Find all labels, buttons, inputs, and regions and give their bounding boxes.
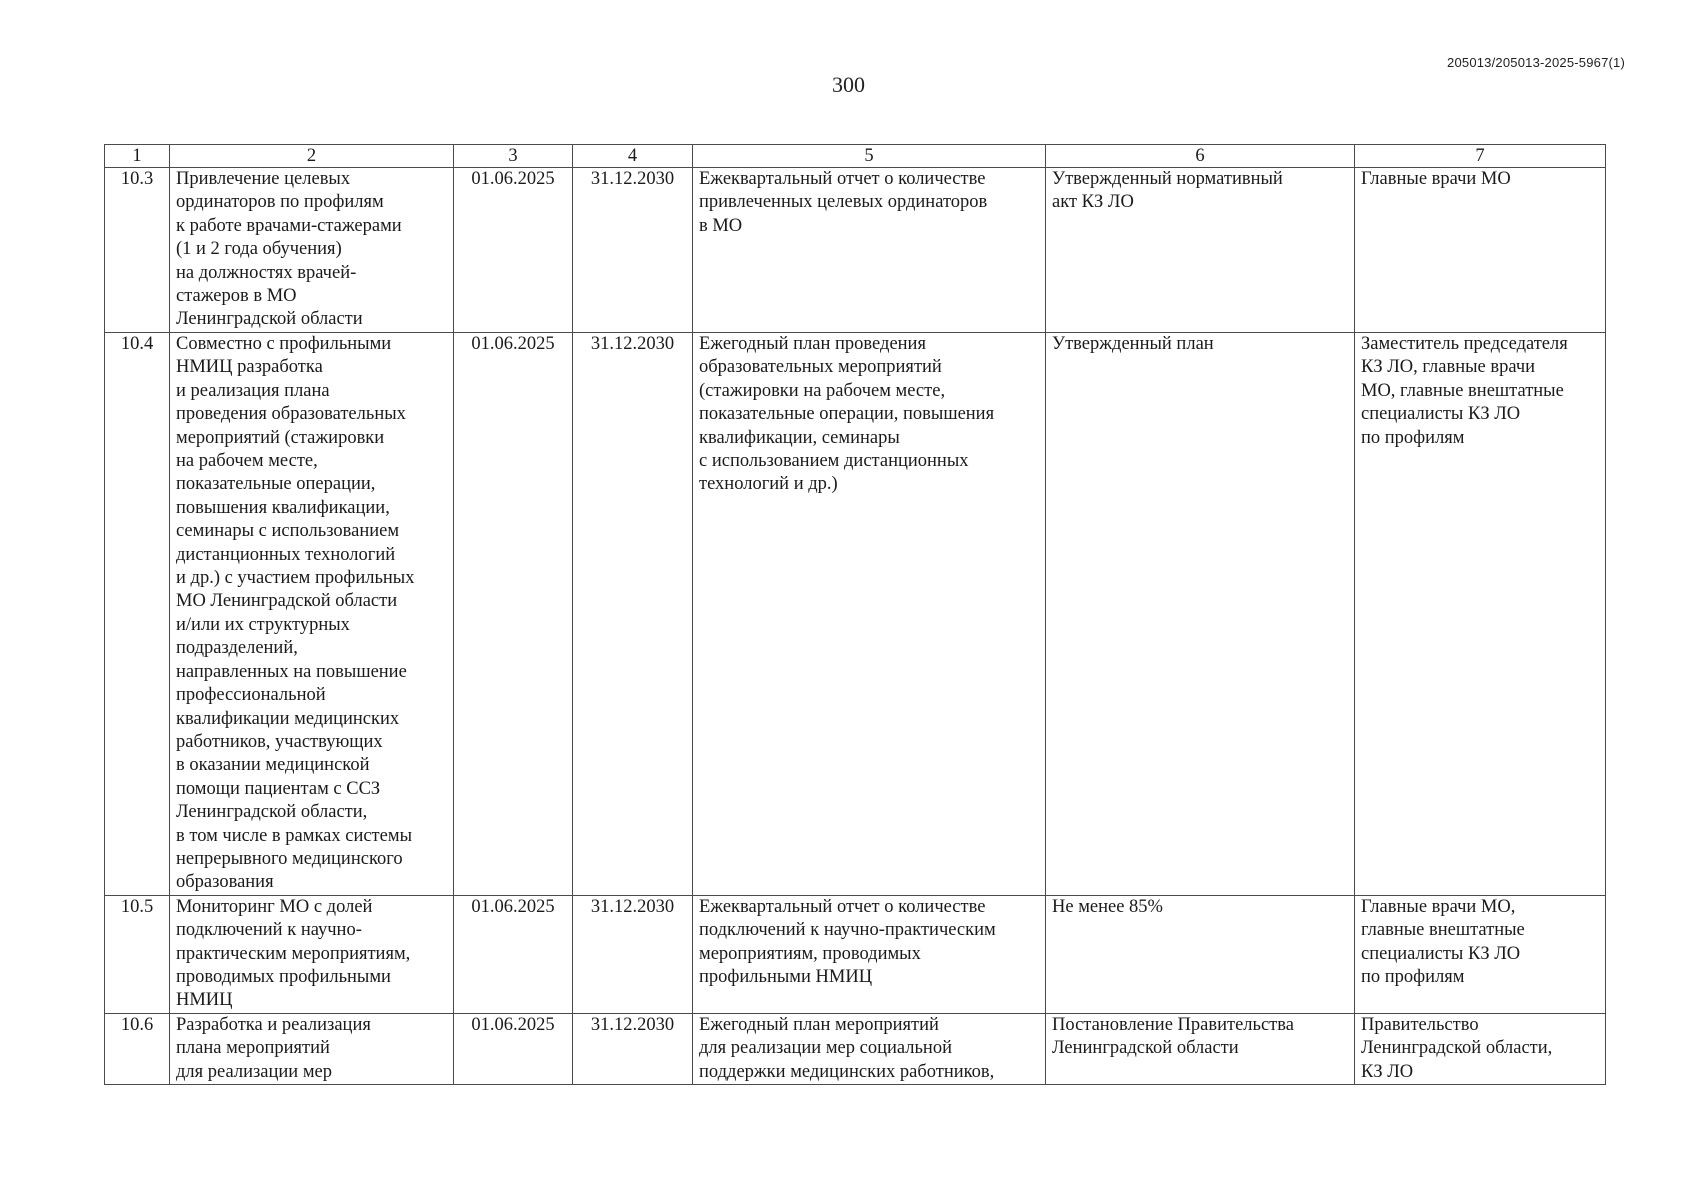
column-header: 1 [105,145,170,168]
start-date-cell: 01.06.2025 [454,1013,573,1084]
row-number: 10.3 [105,168,170,333]
column-header: 2 [170,145,454,168]
responsible-cell: Правительство Ленинградской области, КЗ ЛО [1355,1013,1606,1084]
start-date-cell: 01.06.2025 [454,168,573,333]
row-number: 10.5 [105,895,170,1013]
table-row [105,1013,1606,1084]
responsible-cell: Главные врачи МО [1355,168,1606,333]
result-cell: Ежегодный план проведения образовательных мероприятий (стажировки на рабочем месте, показательные операции, повышения квалификации, семинары с использованием дистанционных технологий и др.) [693,333,1046,896]
column-header: 5 [693,145,1046,168]
column-header: 4 [573,145,693,168]
activity-cell: Привлечение целевых ординаторов по профилям к работе врачами-стажерами (1 и 2 года обучения) на должностях врачей- стажеров в МО Ленинградской области [170,168,454,333]
table-row [105,333,1606,896]
responsible-cell: Заместитель председателя КЗ ЛО, главные врачи МО, главные внештатные специалисты КЗ ЛО по профилям [1355,333,1606,896]
end-date-cell: 31.12.2030 [573,333,693,896]
end-date-cell: 31.12.2030 [573,1013,693,1084]
start-date-cell: 01.06.2025 [454,333,573,896]
column-header: 3 [454,145,573,168]
indicator-cell: Постановление Правительства Ленинградской области [1046,1013,1355,1084]
indicator-cell: Утвержденный план [1046,333,1355,896]
indicator-cell: Утвержденный нормативный акт КЗ ЛО [1046,168,1355,333]
row-number: 10.6 [105,1013,170,1084]
plan-table [104,144,1606,1085]
table-header-row [105,145,1606,168]
activity-cell: Мониторинг МО с долей подключений к научно- практическим мероприятиям, проводимых профильными НМИЦ [170,895,454,1013]
start-date-cell: 01.06.2025 [454,895,573,1013]
activity-cell: Совместно с профильными НМИЦ разработка и реализация плана проведения образовательных мероприятий (стажировки на рабочем месте, показательные операции, повышения квалификации, семинары с использованием дистанционных технологий и др.) с участием профильных МО Ленинградской области и/или их структурных подразделений, направленных на повышение профессиональной квалификации медицинских работников, участвующих в оказании медицинской помощи пациентам с ССЗ Ленинградской области, в том числе в рамках системы непрерывного медицинского образования [170,333,454,896]
activity-cell: Разработка и реализация плана мероприятий для реализации мер [170,1013,454,1084]
table-row [105,895,1606,1013]
end-date-cell: 31.12.2030 [573,168,693,333]
end-date-cell: 31.12.2030 [573,895,693,1013]
result-cell: Ежегодный план мероприятий для реализации мер социальной поддержки медицинских работников, [693,1013,1046,1084]
table-row [105,168,1606,333]
responsible-cell: Главные врачи МО, главные внештатные специалисты КЗ ЛО по профилям [1355,895,1606,1013]
document-id: 205013/205013-2025-5967(1) [1447,55,1625,70]
indicator-cell: Не менее 85% [1046,895,1355,1013]
column-header: 6 [1046,145,1355,168]
column-header: 7 [1355,145,1606,168]
row-number: 10.4 [105,333,170,896]
result-cell: Ежеквартальный отчет о количестве подключений к научно-практическим мероприятиям, проводимых профильными НМИЦ [693,895,1046,1013]
page-number: 300 [832,72,865,97]
result-cell: Ежеквартальный отчет о количестве привлеченных целевых ординаторов в МО [693,168,1046,333]
